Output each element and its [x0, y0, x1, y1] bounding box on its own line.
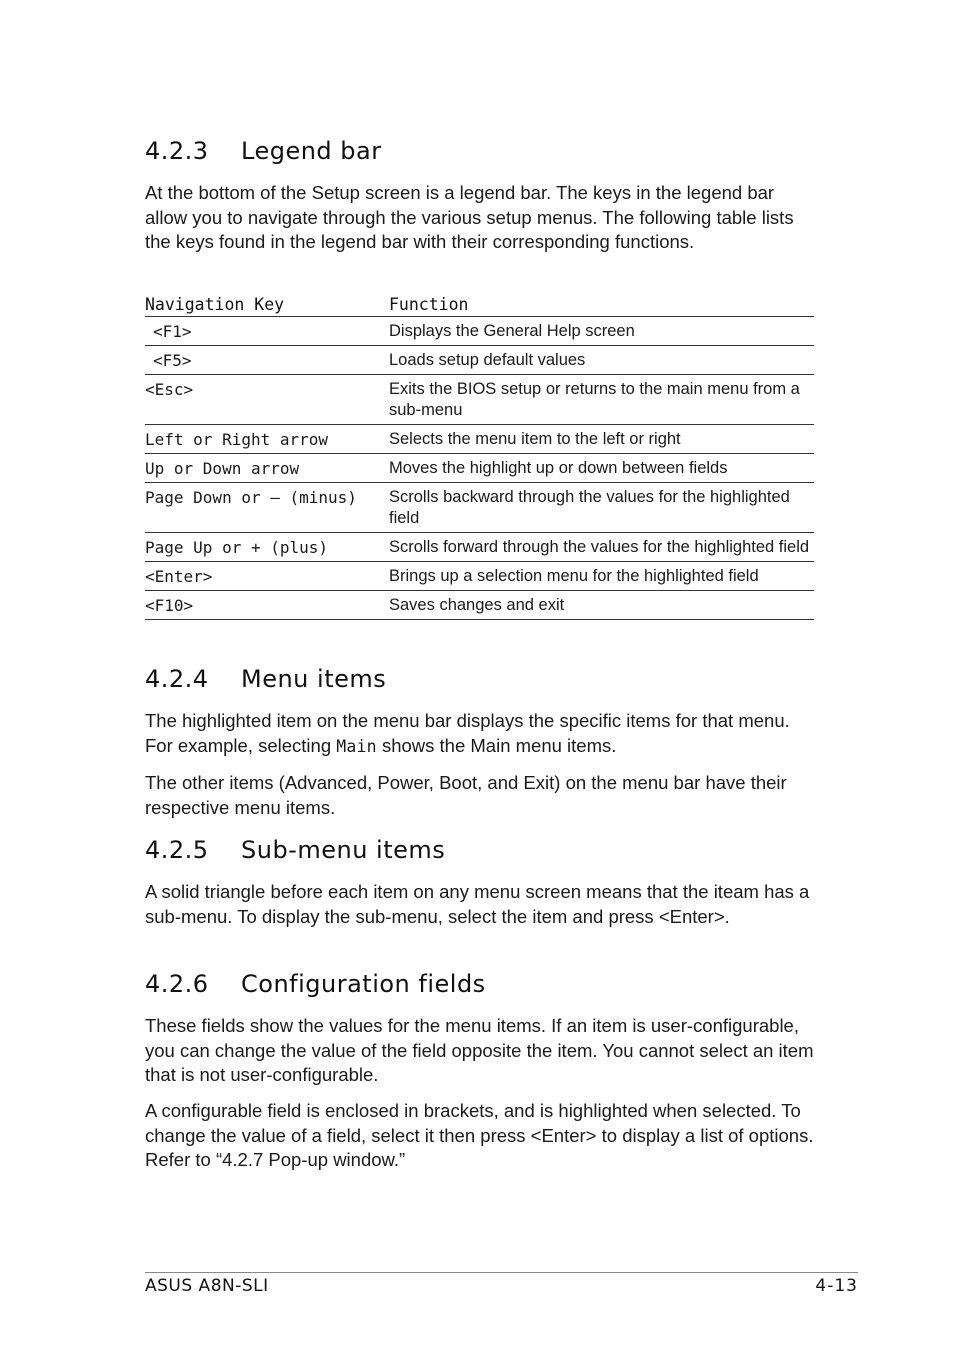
function-cell: Exits the BIOS setup or returns to the main menu from a sub-menu: [389, 375, 814, 425]
section-number: 4.2.6: [145, 970, 209, 998]
table-row: [145, 454, 814, 483]
main-keyword: Main: [336, 736, 377, 756]
footer-product-name: ASUS A8N-SLI: [145, 1276, 269, 1296]
key-cell: <F1>: [145, 317, 389, 346]
section-title: Sub-menu items: [241, 836, 446, 864]
table-row: [145, 346, 814, 375]
section-number: 4.2.4: [145, 665, 209, 693]
function-cell: Scrolls forward through the values for the highlighted field: [389, 533, 814, 562]
section-title: Legend bar: [241, 137, 382, 165]
text-run: shows the Main menu items.: [376, 734, 617, 756]
section-heading-legend-bar: [145, 137, 382, 165]
function-cell: Scrolls backward through the values for the highlighted field: [389, 483, 814, 533]
function-cell: Moves the highlight up or down between fields: [389, 454, 814, 483]
section-number: 4.2.5: [145, 836, 209, 864]
section-title: Menu items: [241, 665, 387, 693]
menu-items-paragraph-1: [145, 709, 815, 759]
footer-page-number: 4-13: [815, 1276, 858, 1296]
legend-bar-paragraph: At the bottom of the Setup screen is a legend bar. The keys in the legend bar allow you to navigate through the various setup menus. The following table lists the keys found in the legend bar with their corresponding functions.: [145, 182, 794, 252]
table-row: [145, 591, 814, 620]
table-row: [145, 483, 814, 533]
section-heading-sub-menu-items: [145, 836, 445, 864]
section-title: Configuration fields: [241, 970, 486, 998]
key-cell: <Enter>: [145, 562, 389, 591]
table-row: [145, 562, 814, 591]
table-row: [145, 375, 814, 425]
function-cell: Loads setup default values: [389, 346, 814, 375]
table-row: [145, 317, 814, 346]
configuration-fields-paragraph-1: These fields show the values for the menu items. If an item is user-configurable, you can change the value of the field opposite the item. You cannot select an item that is not user-configurable.: [145, 1015, 814, 1085]
section-number: 4.2.3: [145, 137, 209, 165]
section-heading-configuration-fields: [145, 970, 486, 998]
key-cell: Up or Down arrow: [145, 454, 389, 483]
function-cell: Saves changes and exit: [389, 591, 814, 620]
table-row: [145, 425, 814, 454]
text-run: The highlighted item on the menu bar displays the specific items for that menu. For example, selecting: [145, 710, 790, 756]
key-cell: Left or Right arrow: [145, 425, 389, 454]
key-cell: <F5>: [145, 346, 389, 375]
configuration-fields-paragraph-2: A configurable field is enclosed in brackets, and is highlighted when selected. To change the value of a field, select it then press <Enter> to display a list of options. Refer to “4.2.7 Pop-up window.”: [145, 1100, 814, 1170]
function-cell: Selects the menu item to the left or right: [389, 425, 814, 454]
section-heading-menu-items: [145, 665, 386, 693]
key-cell: Page Up or + (plus): [145, 533, 389, 562]
header-function: Function: [389, 292, 814, 317]
function-cell: Brings up a selection menu for the highlighted field: [389, 562, 814, 591]
function-cell: Displays the General Help screen: [389, 317, 814, 346]
sub-menu-items-paragraph: A solid triangle before each item on any menu screen means that the iteam has a sub-menu. To display the sub-menu, select the item and press <Enter>.: [145, 881, 810, 927]
header-navigation-key: Navigation Key: [145, 292, 389, 317]
footer-divider: [145, 1272, 858, 1273]
table-row: [145, 533, 814, 562]
key-cell: Page Down or – (minus): [145, 483, 389, 533]
table-header-row: [145, 292, 814, 317]
key-cell: <Esc>: [145, 375, 389, 425]
key-cell: <F10>: [145, 591, 389, 620]
menu-items-paragraph-2: The other items (Advanced, Power, Boot, and Exit) on the menu bar have their respective menu items.: [145, 772, 787, 818]
legend-key-table: [145, 292, 814, 620]
